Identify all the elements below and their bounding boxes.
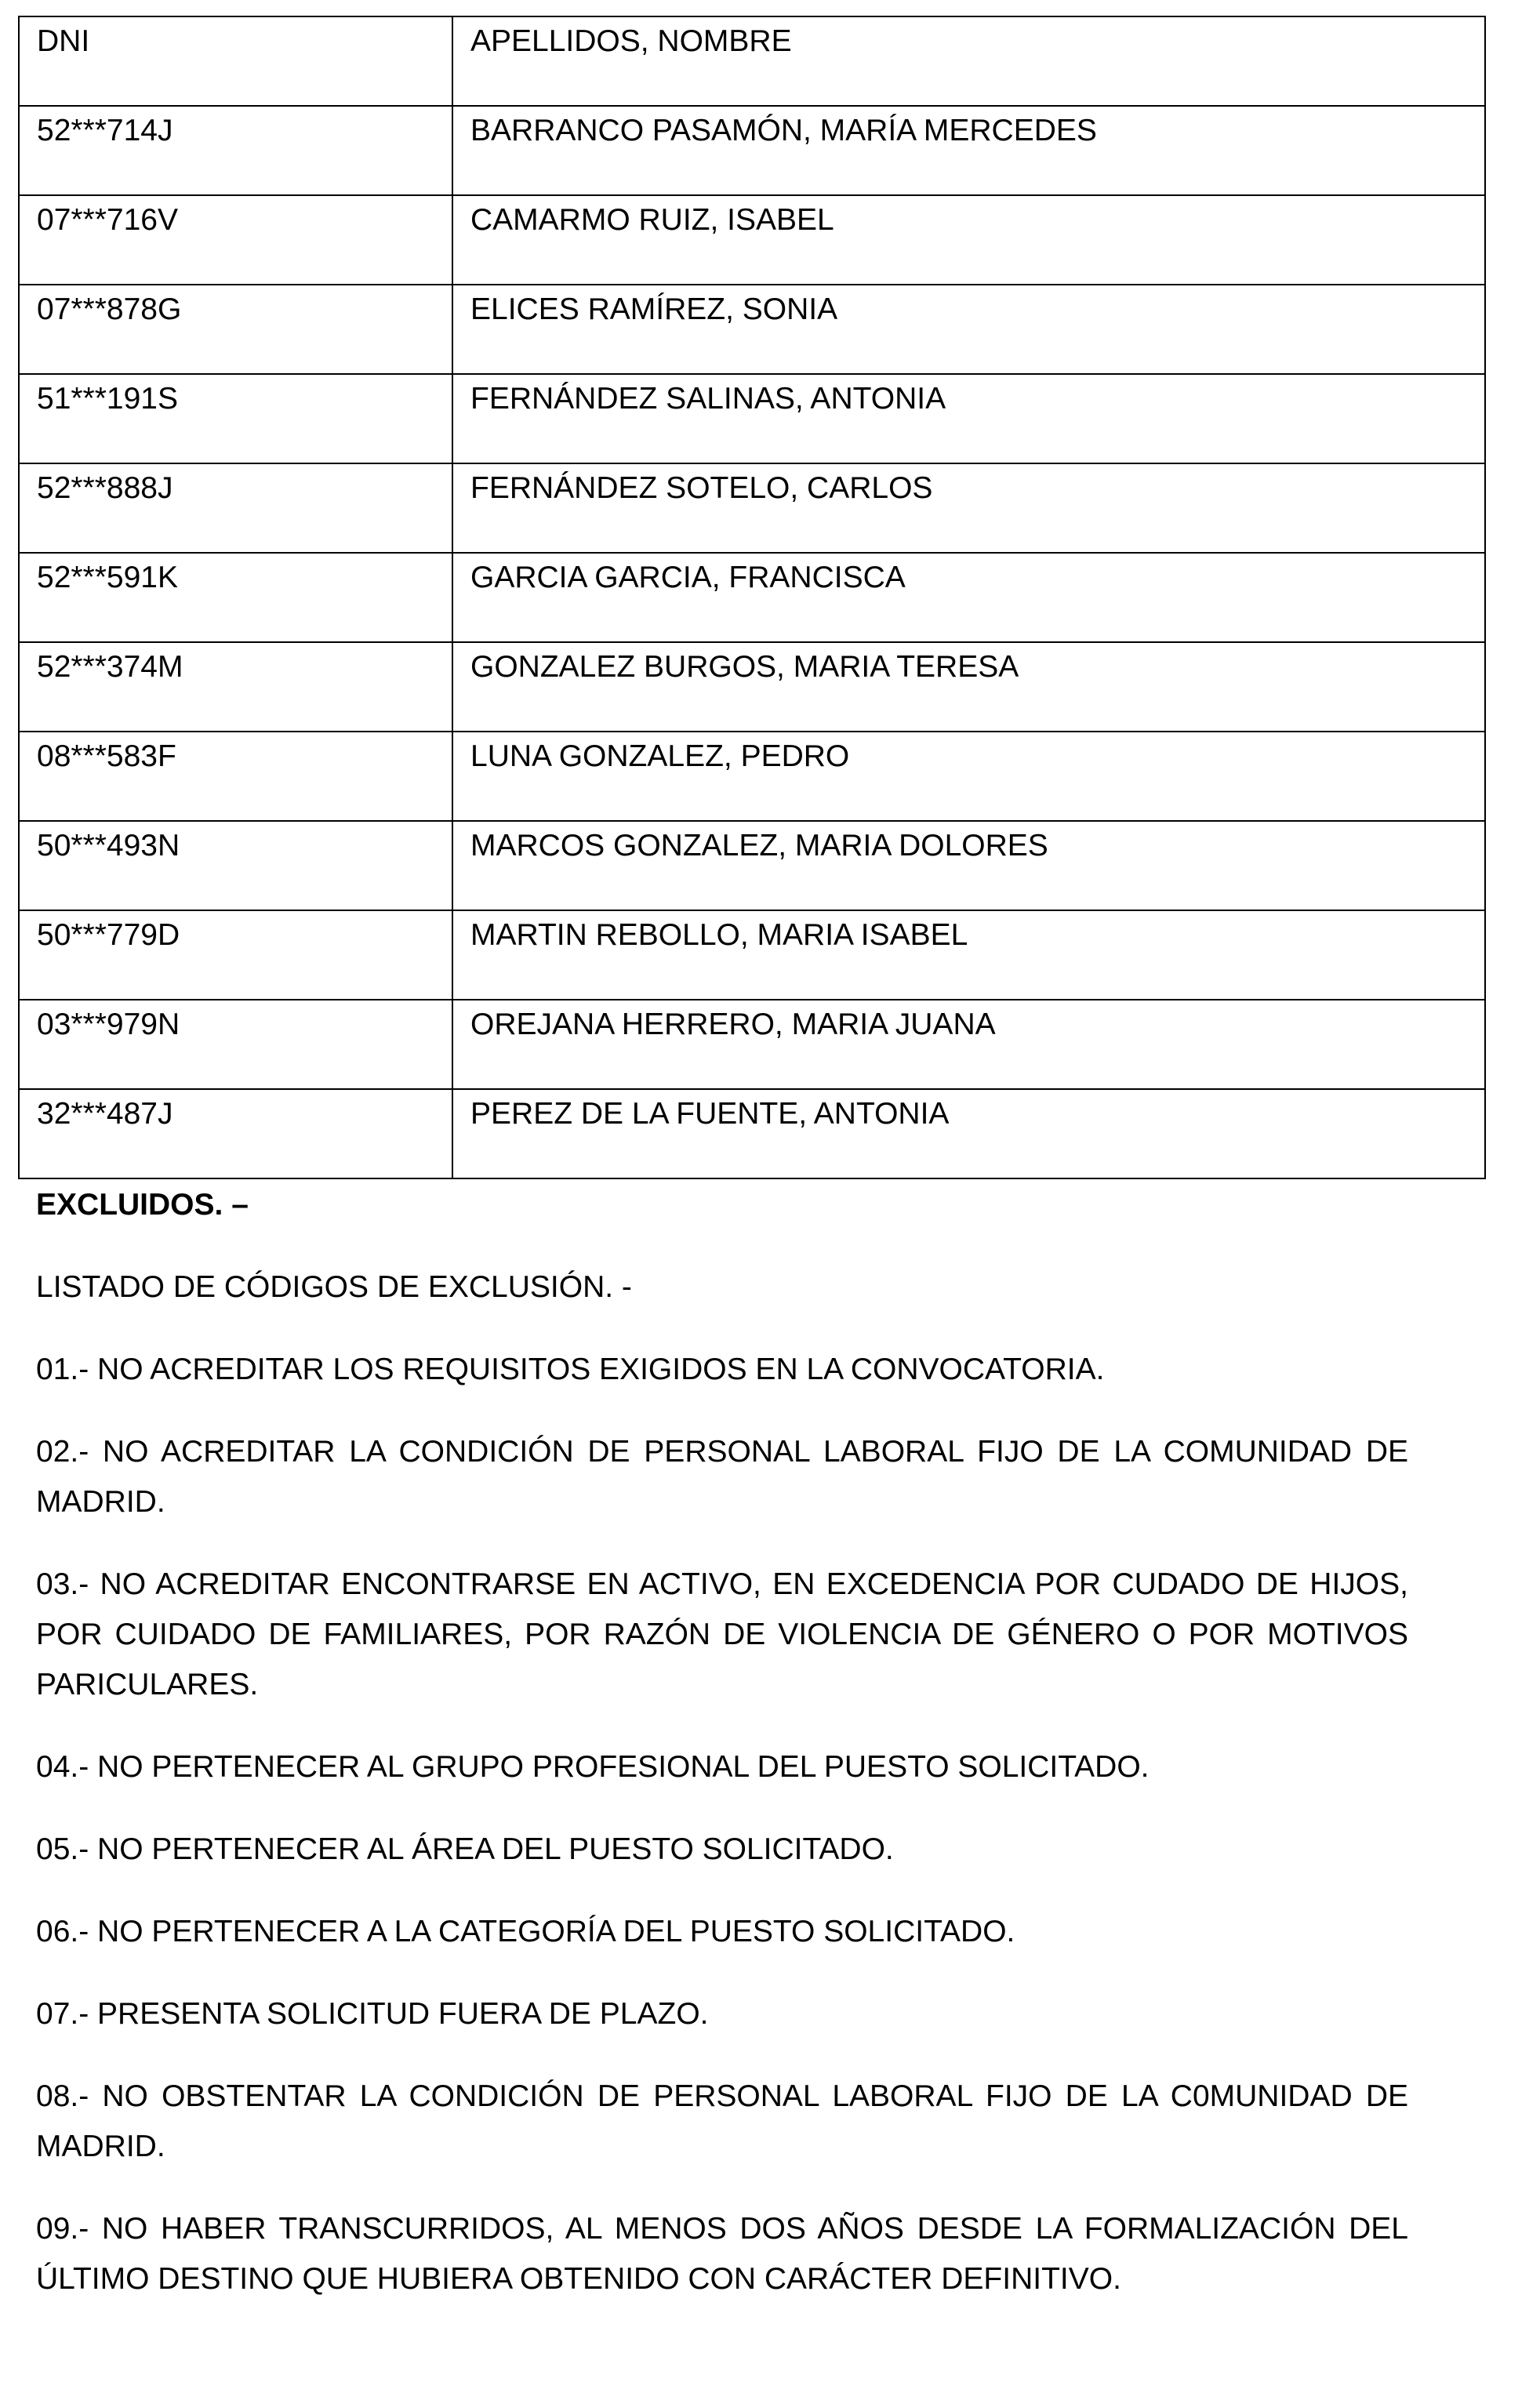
- header-dni: DNI: [19, 16, 452, 106]
- cell-name: MARTIN REBOLLO, MARIA ISABEL: [452, 910, 1485, 1000]
- exclusion-code-01: 01.- NO ACREDITAR LOS REQUISITOS EXIGIDOS EN LA CONVOCATORIA.: [36, 1353, 1105, 1386]
- cell-name: GARCIA GARCIA, FRANCISCA: [452, 553, 1485, 642]
- cell-name: OREJANA HERRERO, MARIA JUANA: [452, 1000, 1485, 1089]
- excluded-heading: EXCLUIDOS. –: [36, 1188, 249, 1222]
- cell-dni: 50***779D: [19, 910, 452, 1000]
- cell-dni: 07***878G: [19, 285, 452, 374]
- exclusion-code-08: 08.- NO OBSTENTAR LA CONDICIÓN DE PERSONAL LABORAL FIJO DE LA C0MUNIDAD DE MADRID.: [36, 2079, 1408, 2163]
- cell-dni: 51***191S: [19, 374, 452, 463]
- exclusion-codes-title: LISTADO DE CÓDIGOS DE EXCLUSIÓN. -: [36, 1270, 632, 1304]
- table-row: [19, 910, 1485, 1000]
- cell-dni: 52***374M: [19, 642, 452, 732]
- exclusion-code-04: 04.- NO PERTENECER AL GRUPO PROFESIONAL DEL PUESTO SOLICITADO.: [36, 1750, 1150, 1784]
- table-row: [19, 106, 1485, 195]
- exclusion-code-03: 03.- NO ACREDITAR ENCONTRARSE EN ACTIVO, EN EXCEDENCIA POR CUDADO DE HIJOS, POR CUIDADO DE FAMILIARES, POR RAZÓN DE VIOLENCIA DE GÉNERO O POR MOTIVOS PARICULARES.: [36, 1567, 1408, 1701]
- exclusion-code-06: 06.- NO PERTENECER A LA CATEGORÍA DEL PUESTO SOLICITADO.: [36, 1915, 1015, 1948]
- exclusion-codes-list: [36, 1345, 1408, 2337]
- cell-name: PEREZ DE LA FUENTE, ANTONIA: [452, 1089, 1485, 1178]
- cell-name: BARRANCO PASAMÓN, MARÍA MERCEDES: [452, 106, 1485, 195]
- cell-dni: 32***487J: [19, 1089, 452, 1178]
- table-header-row: [19, 16, 1485, 106]
- cell-name: MARCOS GONZALEZ, MARIA DOLORES: [452, 821, 1485, 910]
- cell-name: FERNÁNDEZ SALINAS, ANTONIA: [452, 374, 1485, 463]
- table-row: [19, 732, 1485, 821]
- cell-dni: 52***591K: [19, 553, 452, 642]
- cell-dni: 03***979N: [19, 1000, 452, 1089]
- table-row: [19, 463, 1485, 553]
- exclusion-code-05: 05.- NO PERTENECER AL ÁREA DEL PUESTO SOLICITADO.: [36, 1832, 894, 1866]
- exclusion-code-02: 02.- NO ACREDITAR LA CONDICIÓN DE PERSONAL LABORAL FIJO DE LA COMUNIDAD DE MADRID.: [36, 1435, 1408, 1519]
- table-row: [19, 195, 1485, 285]
- header-name: APELLIDOS, NOMBRE: [452, 16, 1485, 106]
- cell-dni: 08***583F: [19, 732, 452, 821]
- cell-dni: 52***714J: [19, 106, 452, 195]
- exclusion-code-09: 09.- NO HABER TRANSCURRIDOS, AL MENOS DOS AÑOS DESDE LA FORMALIZACIÓN DEL ÚLTIMO DESTINO QUE HUBIERA OBTENIDO CON CARÁCTER DEFINITIVO.: [36, 2212, 1408, 2296]
- table-row: [19, 374, 1485, 463]
- cell-dni: 50***493N: [19, 821, 452, 910]
- cell-name: FERNÁNDEZ SOTELO, CARLOS: [452, 463, 1485, 553]
- table-row: [19, 553, 1485, 642]
- cell-name: GONZALEZ BURGOS, MARIA TERESA: [452, 642, 1485, 732]
- cell-name: CAMARMO RUIZ, ISABEL: [452, 195, 1485, 285]
- table-row: [19, 821, 1485, 910]
- table-row: [19, 285, 1485, 374]
- cell-name: ELICES RAMÍREZ, SONIA: [452, 285, 1485, 374]
- admitted-table: [18, 16, 1486, 1179]
- table-row: [19, 642, 1485, 732]
- exclusion-code-07: 07.- PRESENTA SOLICITUD FUERA DE PLAZO.: [36, 1997, 709, 2031]
- cell-dni: 07***716V: [19, 195, 452, 285]
- table-row: [19, 1089, 1485, 1178]
- table-row: [19, 1000, 1485, 1089]
- cell-dni: 52***888J: [19, 463, 452, 553]
- cell-name: LUNA GONZALEZ, PEDRO: [452, 732, 1485, 821]
